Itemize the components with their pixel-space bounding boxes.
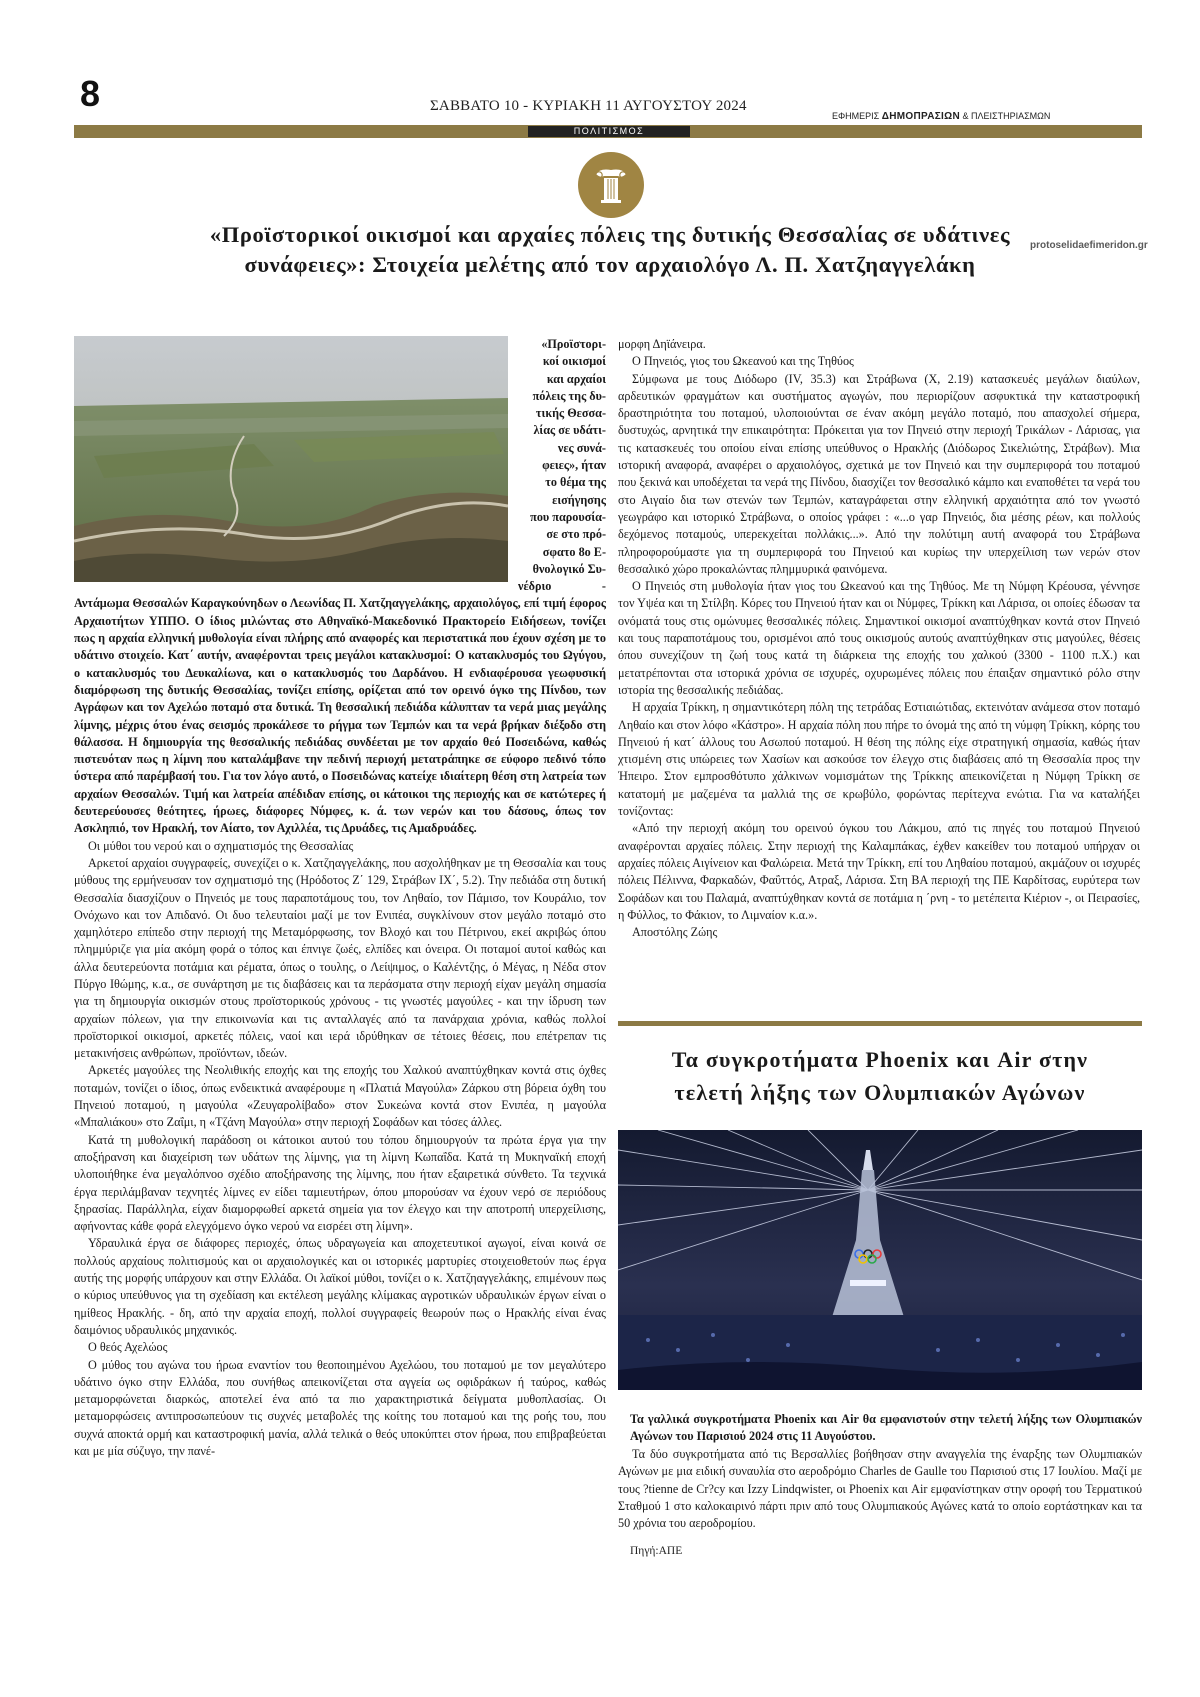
intro-line: που παρουσία-: [530, 509, 606, 524]
intro-line: τικής Θεσσα-: [535, 406, 606, 421]
section-label: ΠΟΛΙΤΙΣΜΟΣ: [528, 126, 690, 137]
intro-line: και αρχαίοι: [546, 371, 606, 386]
article-paragraph: μορφη Δηϊάνειρα.: [618, 337, 706, 351]
second-headline-line1: Τα συγκροτήματα Phoenix και Air στην: [671, 1047, 1089, 1072]
thessaly-landscape-photo: [74, 336, 508, 582]
article-paragraph: Ο Πηνειός στη μυθολογία ήταν γιος του Ωκεανού και της Τηθύος. Με τη Νύμφη Κρέουσα, γέννησε τον Υψέα και τη Στίλβη. Κόρες του Πηνειού ήταν και οι Νύμφες, Τρίκκη και Λάρισα, οι οποίες έδωσαν τα ονόματά τους στις ομώνυμες θεσσαλικές πόλεις. Σημαντικοί οικισμοί αναπτύχθηκαν κοντά στον Πηνειό και τους παραποτάμους του, ορισμένοι από τους οικισμούς αυτούς αναπτύχθηκαν στις μαγούλες, θέσεις όπου συνεχίζουν τη ζωή τους κατά τη διάρκεια της εποχής του χαλκού (3300 - 1100 π.Χ.) και μετατρέπονται στα ιστορικά χρόνια σε ισχυρές, οχυρωμένες πόλεις που έπαιξαν σημαντικό ρόλο στην ιστορία της θεσσαλικής πεδιάδας.: [618, 579, 1140, 697]
photo-caption: Τα γαλλικά συγκροτήματα Phoenix και Air θα εμφανιστούν στην τελετή λήξης των Ολυμπιακών Αγώνων του Παρισιού 2024 στις 11 Αυγούστου.: [630, 1412, 1142, 1443]
intro-line: σε στο πρό-: [546, 527, 606, 542]
article-paragraph: Αρκετοί αρχαίοι συγγραφείς, συνεχίζει ο κ. Χατζηαγγελάκης, που ασχολήθηκαν με τη Θεσσαλία και τους μύθους της ερμήνευσαν τον σχηματισμό της (Ηρόδοτος Ζ΄ 129, Στράβων ΙΧ΄, 5.2). Την πεδιάδα στη δυτική Θεσσαλία διασχίζουν ο Πηνειός με τους παραποτάμους του, τον Ληθαίο, τον Πάμισο, τον Κουράλιο, τον Ονόχωνο και τον Απιδανό. Οι δυο τελευταίοι μαζί με τον Ενιπέα, συγκλίνουν στον μεγάλο ποταμό στο χαμηλότερο επίπεδο στην περιοχή της Μεταμόρφωσης, τον Βλοχό και του Πέτρινου, εκεί ακριβώς όπου πλημμύριζε για μία ακόμη φορά ο τόπος και έπνιγε ζωές, ελπίδες και όνειρα. Οι ποταμοί αυτοί καθώς και άλλα δευτερεύοντα ποτάμια και ρέματα, όπως ο τουλης, ο Λείψιμος, ο Καλέντζης, ό Μέγας, η Νέδα στον Πύργο Ιθώμης, κ.α., σε συνάρτηση με τις διαβάσεις και τα περάσματα στην περιοχή είχαν μεγάλη σημασία για τη δημιουργία οικισμών στους προϊστορικούς χρόνους - τις γνωστές μαγούλες - και την ίδρυση των αρχαίων πόλεων, για την επικοινωνία και τις ανταλλαγές από τα πανάρχαια χρόνια, καθώς πολλοί προϊστορικοί οικισμοί, αρκετές πόλεις, ναοί και ιερά ιδρύθηκαν σε τέτοιες θέσεις, που επέτρεπαν τις μετακινήσεις ανθρώπων, προϊόντων, ιδεών.: [74, 855, 606, 1061]
intro-line: εισήγησης: [552, 492, 606, 507]
intro-line: φειες», ήταν: [542, 458, 606, 473]
article-paragraph: Η αρχαία Τρίκκη, η σημαντικότερη πόλη της τετράδας Εστιαιώτιδας, εκτεινόταν ανάμεσα στον ποταμό Ληθαίο και στον λόφο «Κάστρο». Η αρχαία πόλη που πήρε το όνομά της από τη νύμφη Τρίκκη, κόρης του Πηνειού ή κατ΄ άλλους του Ασωπού ποταμού. Η θέση της πόλης είχε στρατηγική σημασία, καθώς ήταν χτισμένη στις υπώρειες των Χασίων και ασκούσε τον έλεγχο στις διαβάσεις από τη Θεσσαλία προς την Ήπειρο. Στον εμπροσθότυπο χάλκινων νομισμάτων της Τρίκκης απεικονίζεται η Νύμφη Τρίκκη σε κατατομή με μαζεμένα τα μαλλιά της σε κρωβύλο, φορώντας περίτεχνα ενώτια. Για να καταλήξει τονίζοντας:: [618, 700, 1140, 819]
masthead: [832, 111, 1050, 122]
second-headline-line2: τελετή λήξης των Ολυμπιακών Αγώνων: [674, 1080, 1086, 1105]
column-icon: [578, 152, 644, 218]
article-author: Αποστόλης Ζώης: [632, 925, 718, 940]
article2-source: Πηγή:ΑΠΕ: [630, 1545, 683, 1557]
masthead-name: ΔΗΜΟΠΡΑΣΙΩΝ: [881, 111, 960, 122]
intro-line: πόλεις της δυ-: [532, 388, 606, 403]
article-separator: [618, 1021, 1142, 1026]
masthead-suffix: & ΠΛΕΙΣΤΗΡΙΑΣΜΩΝ: [962, 111, 1051, 121]
intro-line: νες συνά-: [557, 440, 606, 455]
ionic-column-icon: [578, 152, 644, 218]
masthead-prefix: ΕΦΗΜΕΡΙΣ: [832, 111, 880, 121]
article-right-column: [618, 336, 1140, 1016]
intro-line: «Προϊστορι-: [541, 337, 606, 351]
intro-line: κοί οικισμοί: [542, 354, 606, 369]
article-quote: «Από την περιοχή ακόμη του ορεινού όγκου του Λάκμου, από τις πηγές του ποταμού Πηνειού αναφέρονται αρχαίες πόλεις. Στην περιοχή της Καλαμπάκας, έχθεν κακείθεν του ποταμού υπήρχαν οι αρχαίες πόλεις Αιγίνειον και Φαλώρεια. Μετά την Τρίκκη, επί του Ληθαίου ποταμού, ακμάζουν οι ισχυρές πόλεις Πέλιννα, Φαρκαδών, Φαΰττός, Ατραξ, Λάρισα. Στη ΒΑ περιοχή της ΠΕ Καρδίτσας, ευρύτερα των Σοφάδων και του Παλαμά, αναπτύχθηκαν κοντά σε ποτάμια η ΄ρνη - το μετέπειτα Κιέριον -, οι Πειρασίες, η Φύλλος, το Φάκιον, το Λιμναίον κ.α.».: [618, 821, 1140, 922]
watermark: protoselidaefimeridon.gr: [1030, 240, 1148, 251]
article-paragraph: Σύμφωνα με τους Διόδωρο (IV, 35.3) και Στράβωνα (Χ, 2.19) κατασκευές μεγάλων διαύλων, αρδευτικών φραγμάτων και συστήματος αγωγών, που περιορίζουν ασφυκτικά την καταστροφική δραστηριότητα του ποταμού, υλοποιούνται σε έναν ακόμη μεγάλο ποταμό, που απασχολεί σήμερα, δυστυχώς, αρνητικά την επικαιρότητα: Πρόκειται για τον Πηνειό στην περιοχή Τρικάλων - Λάρισας, για τις κατασκευές του οποίου είναι επίσης υπεύθυνος ο Ηρακλής (Διόδωρος Σικελιώτης, Στράβων). Μια ιστορική αναφορά, αναφέρει ο αρχαιολόγος, σχετικά με τον Πηνειό και την συμπεριφορά του ποταμού που ξεκινά και υποδέχεται τα νερά της Πίνδου, διασχίζει τον θεσσαλικό κάμπο και εναποθέτει τα νερά του στο Αιγαίο δια των στενών των Τεμπών, καταγράφεται στην ελληνική αρχαιότητα από τον γνωστό γεωγράφο και ιστορικό Στράβωνα, ο οποίος γράφει : «...ο γαρ Πηνειός, δια μέσης ρέων, και πολλούς δεχόμενος ποταμούς, υπερεκχείται πολλάκις...». Από την πολύτιμη αυτή αναφορά του Στράβωνα πληροφορούμαστε για τη συμπεριφορά του Πηνειού και κυρίως την υπερχείλιση των νερών στον θεσσαλικό χώρο προκαλώντας πλημμυρικά φαινόμενα.: [618, 371, 1140, 576]
article-paragraph: Ο μύθος του αγώνα του ήρωα εναντίον του θεοποιημένου Αχελώου, του ποταμού με τον μεγαλύτερο υδάτινο όγκο στην Ελλάδα, που συνήθως απεικονίζεται στα αγγεία ως οφιδράκων ή ταύρος, καθώς μεταμορφώνεται διαρκώς, αποτελεί ένα από τα πιο χαρακτηριστικά δείγματα μυθοπλασίας. Οι μεταμορφώσεις αντιπροσωπεύουν τις συχνές μεταβολές της κοίτης του ποταμού και της ροής του, που συχνά αποκτά ορμή και καταστροφική μανία, αλλά τελικά ο θεός υποκύπτει στον ήρωα, που επιβραβεύεται και με μία σύζυγο, την πανέ-: [74, 1357, 606, 1458]
intro-line: λίας σε υδάτι-: [533, 423, 606, 438]
main-headline: [80, 220, 1140, 280]
article-paragraph: Αρκετές μαγούλες της Νεολιθικής εποχής και της εποχής του Χαλκού αναπτύχθηκαν κοντά στις όχθες ποταμών, τονίζει ο ίδιος, όπως ενδεικτικά αναφέρουμε η «Πλατιά Μαγούλα» Ζάρκου στη βόρεια όχθη του Πηνειού ποταμού, η μαγούλα «Ζευγαρολίβαδο» στον Συκεώνα κοντά στον Ενιπέα, η μαγούλα «Μπαλιάκου» στο Ζαΐμι, η «Τζάνη Μαγούλα» στην περιοχή Σοφάδων και τόσες άλλες.: [74, 1063, 606, 1130]
article-subhead: Ο θεός Αχελώος: [88, 1340, 168, 1355]
main-headline-line2: συνάφειες»: Στοιχεία μελέτης από τον αρχαιολόγο Λ. Π. Χατζηαγγελάκη: [244, 252, 976, 277]
article-paragraph: Κατά τη μυθολογική παράδοση οι κάτοικοι αυτού του τόπου δημιουργούν τα πρώτα έργα για την αποξήρανση και διαχείριση των υδάτων της λίμνης, για τη λίμνη Κωπαΐδα. Κατά τη Μυκηναϊκή εποχή υλοποιήθηκε ένα μεγαλόπνοο σχέδιο αποξήρανσης της λίμνης, που ήταν εξαιρετικά σύνθετο. Τα τεχνικά έργα περιλάμβαναν τεχνητές λίμνες εν είδει ταμιευτήρων, όπου μπορούσαν να έχουν νερό σε περιόδους ξηρασίας. Παράλληλα, είχαν διαμορφωθεί αρκετά σημεία για τον έλεγχο και την αποτροπή υπερχείλισης, αφήνοντας κάθε φορά ελεγχόμενο όγκο νερού να εισρέει στη λίμνη».: [74, 1132, 606, 1234]
article-lead: νέδριο - Αντάμωμα Θεσσαλών Καραγκούνηδων ο Λεωνίδας Π. Χατζηαγγελάκης, αρχαιολόγος, επί τιμή έφορος Αρχαιοτήτων ΥΠΠΟ. Ο ίδιος μιλώντας στο Αθηναϊκό-Μακεδονικό Πρακτορείο Ειδήσεων, τονίζει πως η αρχαία ελληνική μυθολογία είναι πλήρης από αναφορές και περιστατικά που έχουν σχέση με το υδάτινο στοιχείο. Κατ΄ αυτήν, αναφέρονται τρεις μεγάλοι κατακλυσμοί: Ο κατακλυσμός του Ωγύγου, ο κατακλυσμός του Δευκαλίωνα, και ο κατακλυσμός του Δαρδάνου. Η ενδιαφέρουσα γεωφυσική διαμόρφωση της δυτικής Θεσσαλίας, τονίζει επίσης, ορίζεται από τον ορεινό όγκο της Πίνδου, των Αγράφων και τον Αχελώο ποταμό στα δυτικά. Τη θεσσαλική πεδιάδα κάλυπταν τα νερά μιας μεγάλης λίμνης, μέχρις ότου ένας σεισμός προκάλεσε το ρήγμα των Τεμπών και τα νερά βρήκαν διέξοδο στη θάλασσα. Η δημιουργία της θεσσαλικής πεδιάδας συνδέεται με τον αρχαίο θεό Ποσειδώνα, καθώς πιστευόταν πως η λίμνη που καταλάμβανε την πεδινή περιοχή μετατράπηκε σε εύφορο πεδινό τόπο ύστερα από παρέμβασή του. Για τον λόγο αυτό, ο Ποσειδώνας κατείχε ιδιαίτερη θέση στη λατρεία των αρχαίων Θεσσαλών. Τιμή και λατρεία απέδιδαν επίσης, οι κάτοικοι της περιοχής και σε κατώτερες ή δευτερεύουσες θεότητες, ήρωες, διάφορες Νύμφες, κ. ά. των νερών και του δάσους, όπως τον Ασκληπιό, τον Ηρακλή, τον Αίατο, τον Αχιλλέα, τις Δρυάδες, τις Αμαδρυάδες.: [74, 579, 606, 836]
article-left-column: [74, 336, 606, 1576]
article-subhead: Ο Πηνειός, γιος του Ωκεανού και της Τηθύος: [632, 354, 854, 369]
issue-date: ΣΑΒΒΑΤΟ 10 - ΚΥΡΙΑΚΗ 11 ΑΥΓΟΥΣΤΟΥ 2024: [430, 98, 747, 114]
eiffel-tower-photo: [618, 1130, 1142, 1390]
intro-line: θνολογικό Συ-: [532, 561, 606, 576]
page-number: 8: [80, 73, 101, 114]
main-headline-line1: «Προϊστορικοί οικισμοί και αρχαίες πόλεις της δυτικής Θεσσαλίας σε υδάτινες: [209, 222, 1011, 247]
intro-line: σφατο 8ο Ε-: [542, 544, 606, 559]
article2-body: [618, 1446, 1142, 1532]
intro-line: το θέμα της: [545, 475, 606, 490]
second-headline: [618, 1043, 1142, 1109]
article-paragraph: Υδραυλικά έργα σε διάφορες περιοχές, όπως υδραγωγεία και αποχετευτικοί αγωγοί, είναι κοινά σε πολλούς αρχαίους πολιτισμούς και οι αρχαιολογικές και οι ιστορικές μαρτυρίες στοιχειοθετούν πως έργα αυτής της μορφής υπάρχουν και στην Ελλάδα. Οι λαϊκοί μύθοι, τονίζει ο κ. Χατζηαγγελάκης, επιμένουν πως ο κύριος υπεύθυνος για τη σχεδίαση και εκτέλεση μεγάλης κλίμακας αγροτικών υδραυλικών έργων είναι ο ημίθεος Ηρακλής. - δη, από την αρχαία εποχή, πολλοί συγγραφείς θεωρούν πως ο Ηρακλής είναι ένας δαιμόνιος υδραυλικός μηχανικός.: [74, 1236, 606, 1337]
article2-paragraph: Τα δύο συγκροτήματα από τις Βερσαλλίες βοήθησαν στην αναγγελία της έναρξης των Ολυμπιακών Αγώνων με μια ειδική συναυλία στο αεροδρόμιο Charles de Gaulle του Παρισιού στις 17 Ιουλίου. Μαζί με τους ?tienne de Cr?cy και Izzy Lindqwister, οι Phoenix και Air εμφανίστηκαν στην οροφή του Τερματικού Σταθμού 1 στο καλοκαιρινό πάρτι πριν από τους Ολυμπιακούς Αγώνες κατά το οποίο εορτάστηκαν και τα 50 χρόνια του αεροδρομίου.: [618, 1447, 1142, 1531]
article-subhead: Οι μύθοι του νερού και ο σχηματισμός της Θεσσαλίας: [88, 838, 354, 853]
